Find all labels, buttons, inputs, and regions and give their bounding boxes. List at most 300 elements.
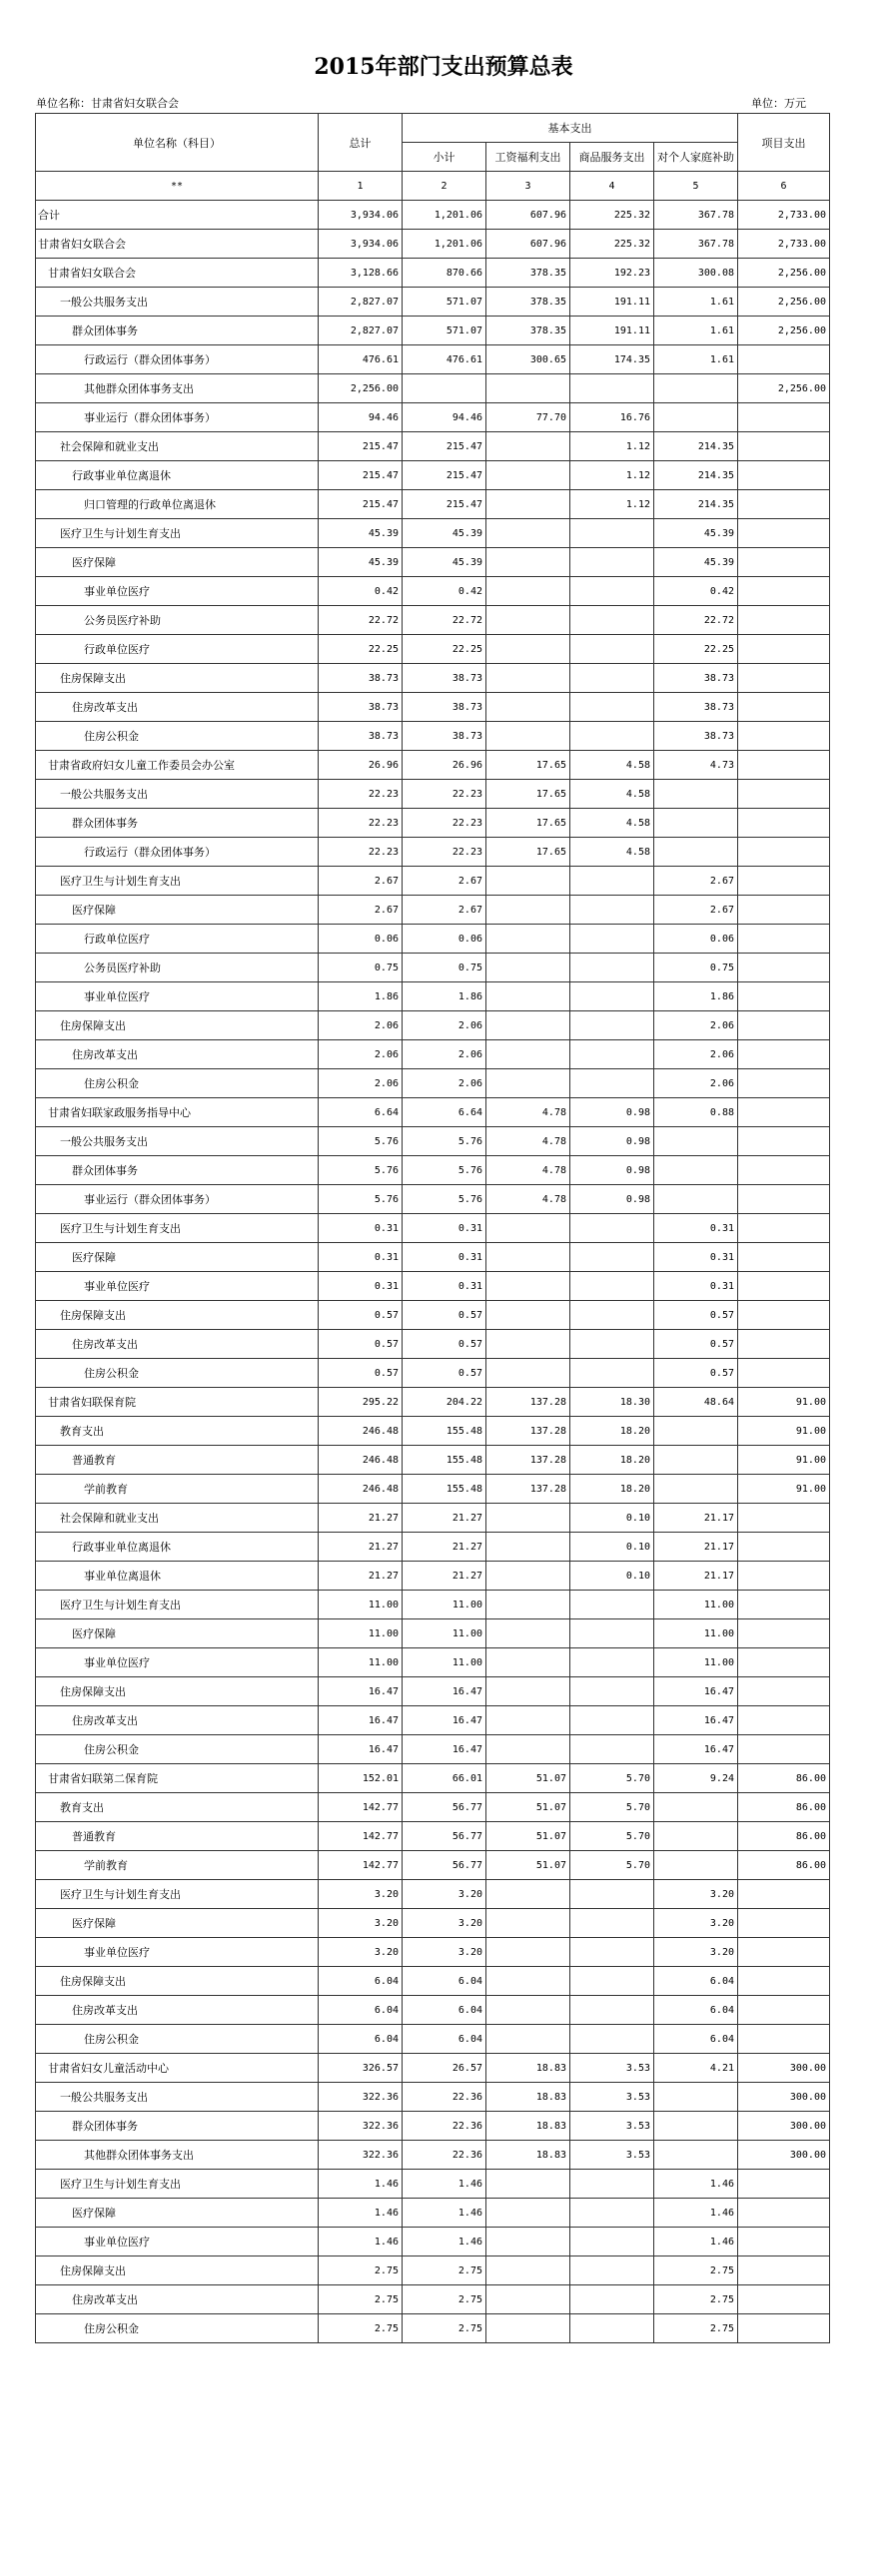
row-name: 住房保障支出 [36,1301,319,1330]
row-name: 行政单位医疗 [36,635,319,664]
row-wages: 4.78 [486,1185,570,1214]
row-total: 22.23 [319,780,403,809]
table-row [36,664,830,693]
row-name: 甘肃省妇女联合会 [36,259,319,288]
row-name: 医疗卫生与计划生育支出 [36,1591,319,1619]
row-project [738,1909,830,1938]
row-project [738,2256,830,2285]
row-goods [570,1591,654,1619]
row-goods: 1.12 [570,461,654,490]
row-name: 普通教育 [36,1446,319,1475]
row-subtotal: 21.27 [403,1504,486,1533]
row-goods [570,1938,654,1967]
row-project [738,635,830,664]
row-goods [570,1069,654,1098]
row-subtotal: 22.72 [403,606,486,635]
row-name: 甘肃省妇联保育院 [36,1388,319,1417]
row-wages [486,1011,570,1040]
row-subtotal: 22.23 [403,809,486,838]
row-wages: 378.35 [486,259,570,288]
row-total: 326.57 [319,2054,403,2083]
row-goods: 191.11 [570,317,654,345]
row-project: 86.00 [738,1793,830,1822]
row-wages [486,2256,570,2285]
row-family: 1.86 [654,982,738,1011]
table-row [36,1619,830,1648]
row-wages [486,432,570,461]
row-goods [570,1272,654,1301]
index-cell: 3 [486,172,570,201]
row-name: 医疗卫生与计划生育支出 [36,1214,319,1243]
row-wages [486,1330,570,1359]
row-subtotal: 3.20 [403,1880,486,1909]
row-project [738,1619,830,1648]
row-family: 2.75 [654,2256,738,2285]
row-family [654,1793,738,1822]
row-name: 群众团体事务 [36,1156,319,1185]
row-project [738,954,830,982]
row-total: 2,827.07 [319,317,403,345]
row-name: 住房改革支出 [36,693,319,722]
table-row [36,1446,830,1475]
table-row [36,1156,830,1185]
row-name: 住房公积金 [36,1359,319,1388]
row-family: 1.46 [654,2170,738,2199]
index-cell: 6 [738,172,830,201]
row-family: 38.73 [654,722,738,751]
row-subtotal: 6.04 [403,2025,486,2054]
row-name: 住房改革支出 [36,1706,319,1735]
row-name: 医疗保障 [36,1909,319,1938]
row-family: 2.75 [654,2314,738,2343]
row-project [738,982,830,1011]
row-family: 0.88 [654,1098,738,1127]
table-row [36,2256,830,2285]
table-row [36,1880,830,1909]
row-wages [486,1214,570,1243]
row-name: 学前教育 [36,1851,319,1880]
row-project [738,1272,830,1301]
row-wages [486,896,570,925]
row-goods [570,925,654,954]
row-name: 一般公共服务支出 [36,1127,319,1156]
row-name: 事业单位医疗 [36,1938,319,1967]
row-goods [570,1243,654,1272]
row-subtotal: 3.20 [403,1909,486,1938]
row-family: 6.04 [654,1967,738,1996]
row-project [738,606,830,635]
row-wages [486,1677,570,1706]
row-subtotal: 26.57 [403,2054,486,2083]
row-total: 3,934.06 [319,201,403,230]
row-name: 行政运行（群众团体事务） [36,345,319,374]
row-subtotal: 2.67 [403,896,486,925]
row-total: 21.27 [319,1562,403,1591]
row-project: 91.00 [738,1475,830,1504]
row-wages [486,1967,570,1996]
table-row [36,1591,830,1619]
row-subtotal: 1,201.06 [403,201,486,230]
row-goods: 5.70 [570,1822,654,1851]
row-name: 住房改革支出 [36,2285,319,2314]
budget-table [35,113,830,2343]
row-project: 2,733.00 [738,201,830,230]
row-wages: 137.28 [486,1475,570,1504]
row-total: 38.73 [319,722,403,751]
row-wages [486,1648,570,1677]
row-family: 0.31 [654,1272,738,1301]
row-project [738,1127,830,1156]
row-total: 0.57 [319,1301,403,1330]
row-subtotal: 204.22 [403,1388,486,1417]
row-subtotal: 56.77 [403,1822,486,1851]
row-subtotal: 1.86 [403,982,486,1011]
row-name: 住房公积金 [36,1069,319,1098]
row-subtotal: 0.57 [403,1359,486,1388]
row-family: 1.46 [654,2228,738,2256]
row-name: 医疗保障 [36,2199,319,2228]
row-subtotal: 16.47 [403,1735,486,1764]
row-total: 2.06 [319,1011,403,1040]
row-project [738,1648,830,1677]
row-family: 0.57 [654,1301,738,1330]
row-subtotal: 66.01 [403,1764,486,1793]
row-project [738,2228,830,2256]
row-name: 甘肃省妇女儿童活动中心 [36,2054,319,2083]
row-name: 行政事业单位离退休 [36,461,319,490]
row-total: 0.31 [319,1214,403,1243]
row-wages [486,2199,570,2228]
row-subtotal: 2.06 [403,1011,486,1040]
row-wages [486,1069,570,1098]
row-project [738,1069,830,1098]
row-family: 1.61 [654,317,738,345]
header-subtotal: 小计 [403,143,486,172]
row-project [738,1880,830,1909]
row-wages [486,1706,570,1735]
row-family: 1.61 [654,288,738,317]
row-project [738,780,830,809]
row-goods [570,1359,654,1388]
row-family: 2.67 [654,896,738,925]
row-family: 21.17 [654,1504,738,1533]
row-name: 住房保障支出 [36,1677,319,1706]
row-project: 91.00 [738,1417,830,1446]
table-row [36,722,830,751]
row-total: 322.36 [319,2141,403,2170]
row-goods [570,1301,654,1330]
table-row [36,1301,830,1330]
table-row [36,896,830,925]
row-goods [570,1619,654,1648]
row-total: 26.96 [319,751,403,780]
row-project [738,2285,830,2314]
row-wages: 137.28 [486,1417,570,1446]
row-name: 行政运行（群众团体事务） [36,838,319,867]
table-row [36,1562,830,1591]
row-total: 2.06 [319,1040,403,1069]
row-goods: 0.98 [570,1185,654,1214]
row-wages [486,2025,570,2054]
row-goods: 0.98 [570,1127,654,1156]
table-row [36,1417,830,1446]
table-row [36,1127,830,1156]
unit-label: 单位：万元 [751,97,806,110]
row-wages: 300.65 [486,345,570,374]
table-row [36,519,830,548]
row-goods [570,693,654,722]
index-cell: 4 [570,172,654,201]
table-row [36,693,830,722]
row-family: 3.20 [654,1938,738,1967]
row-subtotal: 0.31 [403,1243,486,1272]
row-wages [486,461,570,490]
row-subtotal: 5.76 [403,1185,486,1214]
row-family: 48.64 [654,1388,738,1417]
row-total: 11.00 [319,1619,403,1648]
row-wages: 137.28 [486,1388,570,1417]
row-name: 社会保障和就业支出 [36,1504,319,1533]
row-subtotal: 38.73 [403,693,486,722]
row-wages [486,635,570,664]
row-name: 事业单位医疗 [36,1648,319,1677]
row-name: 事业单位医疗 [36,577,319,606]
row-wages: 51.07 [486,1764,570,1793]
table-row [36,1011,830,1040]
row-goods: 4.58 [570,809,654,838]
row-family: 21.17 [654,1562,738,1591]
row-total: 5.76 [319,1127,403,1156]
row-total: 16.47 [319,1677,403,1706]
row-goods: 0.98 [570,1156,654,1185]
row-goods: 1.12 [570,432,654,461]
table-row [36,635,830,664]
row-goods [570,2025,654,2054]
row-total: 94.46 [319,403,403,432]
row-family: 6.04 [654,1996,738,2025]
index-cell: 1 [319,172,403,201]
row-name: 其他群众团体事务支出 [36,2141,319,2170]
row-subtotal: 0.75 [403,954,486,982]
row-family: 0.31 [654,1214,738,1243]
row-name: 一般公共服务支出 [36,288,319,317]
table-row [36,2083,830,2112]
row-wages [486,1272,570,1301]
row-total: 3.20 [319,1938,403,1967]
row-total: 0.42 [319,577,403,606]
header-basic: 基本支出 [403,114,738,143]
row-subtotal: 0.42 [403,577,486,606]
row-total: 22.25 [319,635,403,664]
row-name: 教育支出 [36,1417,319,1446]
row-wages: 378.35 [486,317,570,345]
row-project: 300.00 [738,2083,830,2112]
row-total: 322.36 [319,2112,403,2141]
row-name: 公务员医疗补助 [36,954,319,982]
row-project [738,664,830,693]
row-project [738,1359,830,1388]
table-row [36,2285,830,2314]
row-goods [570,982,654,1011]
table-row [36,201,830,230]
row-goods: 18.20 [570,1475,654,1504]
row-family: 214.35 [654,432,738,461]
row-name: 住房公积金 [36,2025,319,2054]
row-project [738,1677,830,1706]
index-cell: ** [36,172,319,201]
row-total: 215.47 [319,490,403,519]
row-wages [486,1040,570,1069]
row-subtotal: 215.47 [403,432,486,461]
row-subtotal: 3.20 [403,1938,486,1967]
row-goods [570,722,654,751]
row-wages [486,606,570,635]
row-wages [486,548,570,577]
row-subtotal: 6.04 [403,1967,486,1996]
row-wages: 17.65 [486,809,570,838]
row-family: 38.73 [654,693,738,722]
header-project: 项目支出 [738,114,830,172]
table-row [36,1822,830,1851]
table-row [36,259,830,288]
row-name: 归口管理的行政单位离退休 [36,490,319,519]
index-row [36,172,830,201]
row-goods: 174.35 [570,345,654,374]
table-row [36,1359,830,1388]
row-subtotal: 1,201.06 [403,230,486,259]
row-family: 2.67 [654,867,738,896]
row-project [738,1243,830,1272]
table-row [36,1793,830,1822]
row-goods [570,577,654,606]
row-project [738,2314,830,2343]
row-wages [486,867,570,896]
row-wages [486,693,570,722]
row-total: 476.61 [319,345,403,374]
row-goods: 5.70 [570,1793,654,1822]
row-name: 住房改革支出 [36,1040,319,1069]
row-goods [570,1967,654,1996]
row-wages: 51.07 [486,1851,570,1880]
row-total: 2.06 [319,1069,403,1098]
row-goods: 0.10 [570,1533,654,1562]
row-project [738,1156,830,1185]
row-subtotal: 2.75 [403,2256,486,2285]
row-subtotal: 22.23 [403,780,486,809]
row-total: 0.31 [319,1272,403,1301]
row-total: 1.46 [319,2228,403,2256]
row-name: 事业运行（群众团体事务） [36,1185,319,1214]
row-goods [570,664,654,693]
row-total: 22.23 [319,809,403,838]
table-row [36,809,830,838]
row-project [738,1040,830,1069]
table-row [36,2025,830,2054]
row-project [738,1533,830,1562]
row-goods: 191.11 [570,288,654,317]
row-family [654,374,738,403]
row-project [738,519,830,548]
row-goods [570,896,654,925]
table-row [36,2170,830,2199]
row-wages [486,954,570,982]
row-name: 住房改革支出 [36,1996,319,2025]
row-family [654,838,738,867]
row-family: 21.17 [654,1533,738,1562]
row-subtotal: 0.31 [403,1214,486,1243]
row-wages [486,490,570,519]
row-subtotal: 38.73 [403,664,486,693]
row-goods [570,2314,654,2343]
row-subtotal: 0.57 [403,1301,486,1330]
row-family: 214.35 [654,490,738,519]
row-subtotal: 22.36 [403,2141,486,2170]
row-family: 16.47 [654,1677,738,1706]
row-wages: 607.96 [486,230,570,259]
row-name: 一般公共服务支出 [36,2083,319,2112]
row-family: 11.00 [654,1591,738,1619]
row-subtotal: 476.61 [403,345,486,374]
row-project [738,1098,830,1127]
table-row [36,1938,830,1967]
row-project: 300.00 [738,2141,830,2170]
row-family [654,809,738,838]
row-project [738,2170,830,2199]
row-total: 38.73 [319,693,403,722]
row-family [654,1475,738,1504]
row-project [738,461,830,490]
row-name: 住房公积金 [36,2314,319,2343]
table-row [36,838,830,867]
row-subtotal: 22.23 [403,838,486,867]
table-row [36,1330,830,1359]
row-family [654,1851,738,1880]
row-family: 2.06 [654,1069,738,1098]
row-total: 22.23 [319,838,403,867]
table-row [36,2199,830,2228]
table-row [36,1735,830,1764]
row-total: 21.27 [319,1504,403,1533]
row-name: 群众团体事务 [36,809,319,838]
row-family: 1.46 [654,2199,738,2228]
row-goods [570,1735,654,1764]
row-subtotal: 5.76 [403,1156,486,1185]
row-subtotal: 2.06 [403,1040,486,1069]
table-row [36,403,830,432]
row-goods [570,1996,654,2025]
row-project [738,577,830,606]
row-name: 群众团体事务 [36,2112,319,2141]
row-family [654,2112,738,2141]
table-row [36,1648,830,1677]
table-row [36,345,830,374]
row-subtotal: 0.31 [403,1272,486,1301]
row-subtotal: 21.27 [403,1562,486,1591]
row-project [738,896,830,925]
row-total: 2,827.07 [319,288,403,317]
row-project [738,1185,830,1214]
row-name: 学前教育 [36,1475,319,1504]
table-row [36,780,830,809]
row-goods [570,2228,654,2256]
row-subtotal: 571.07 [403,317,486,345]
row-goods: 5.70 [570,1764,654,1793]
row-total: 246.48 [319,1446,403,1475]
row-family: 45.39 [654,519,738,548]
row-total: 3.20 [319,1880,403,1909]
row-goods [570,1011,654,1040]
row-goods: 18.20 [570,1417,654,1446]
